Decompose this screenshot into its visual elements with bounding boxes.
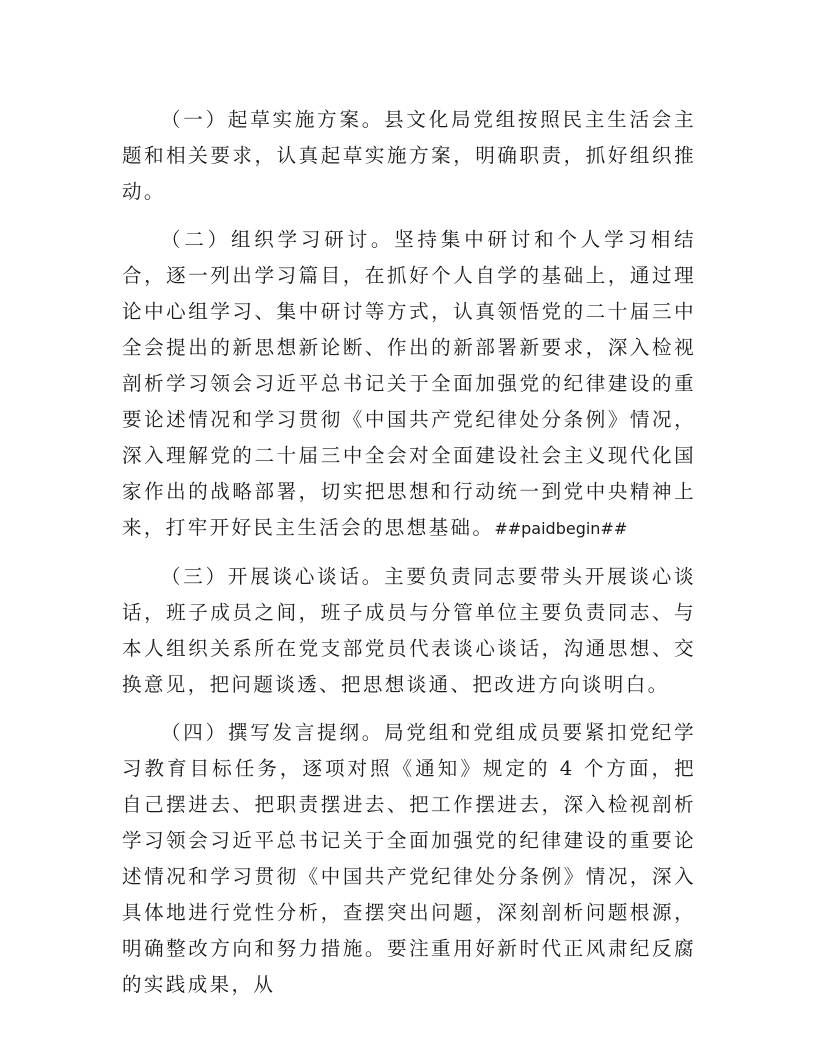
- paragraph-study-discussion: [122, 222, 696, 547]
- paragraph-speech-outline: [122, 715, 696, 1003]
- paragraph-heart-to-heart-talks: [122, 559, 696, 703]
- paragraph-drafting-plan: [122, 102, 696, 210]
- paid-begin-marker: ##paidbegin##: [494, 519, 628, 538]
- document-page: [122, 102, 696, 1015]
- paragraph-text: （四）撰写发言提纲。局党组和党组成员要紧扣党纪学习教育目标任务，逐项对照《通知》规定的 4 个方面，把自己摆进去、把职责摆进去、把工作摆进去，深入检视剖析学习领会习近平总书记关于全面加强党的纪律建设的重要论述情况和学习贯彻《中国共产党纪律处分条例》情况，深入具体地进行党性分析，查摆突出问题，深刻剖析问题根源，明确整改方向和努力措施。要注重用好新时代正风肃纪反腐的实践成果，从: [122, 721, 696, 996]
- paragraph-text: （三）开展谈心谈话。主要负责同志要带头开展谈心谈话，班子成员之间，班子成员与分管单位主要负责同志、与本人组织关系所在党支部党员代表谈心谈话，沟通思想、交换意见，把问题谈透、把思想谈通、把改进方向谈明白。: [122, 565, 696, 696]
- paragraph-text: （二）组织学习研讨。坚持集中研讨和个人学习相结合，逐一列出学习篇目，在抓好个人自学的基础上，通过理论中心组学习、集中研讨等方式，认真领悟党的二十届三中全会提出的新思想新论断、作出的新部署新要求，深入检视剖析学习领会习近平总书记关于全面加强党的纪律建设的重要论述情况和学习贯彻《中国共产党纪律处分条例》情况，深入理解党的二十届三中全会对全面建设社会主义现代化国家作出的战略部署，切实把思想和行动统一到党中央精神上来，打牢开好民主生活会的思想基础。: [122, 228, 696, 539]
- paragraph-text: （一）起草实施方案。县文化局党组按照民主生活会主题和相关要求，认真起草实施方案，明确职责，抓好组织推动。: [122, 108, 696, 203]
